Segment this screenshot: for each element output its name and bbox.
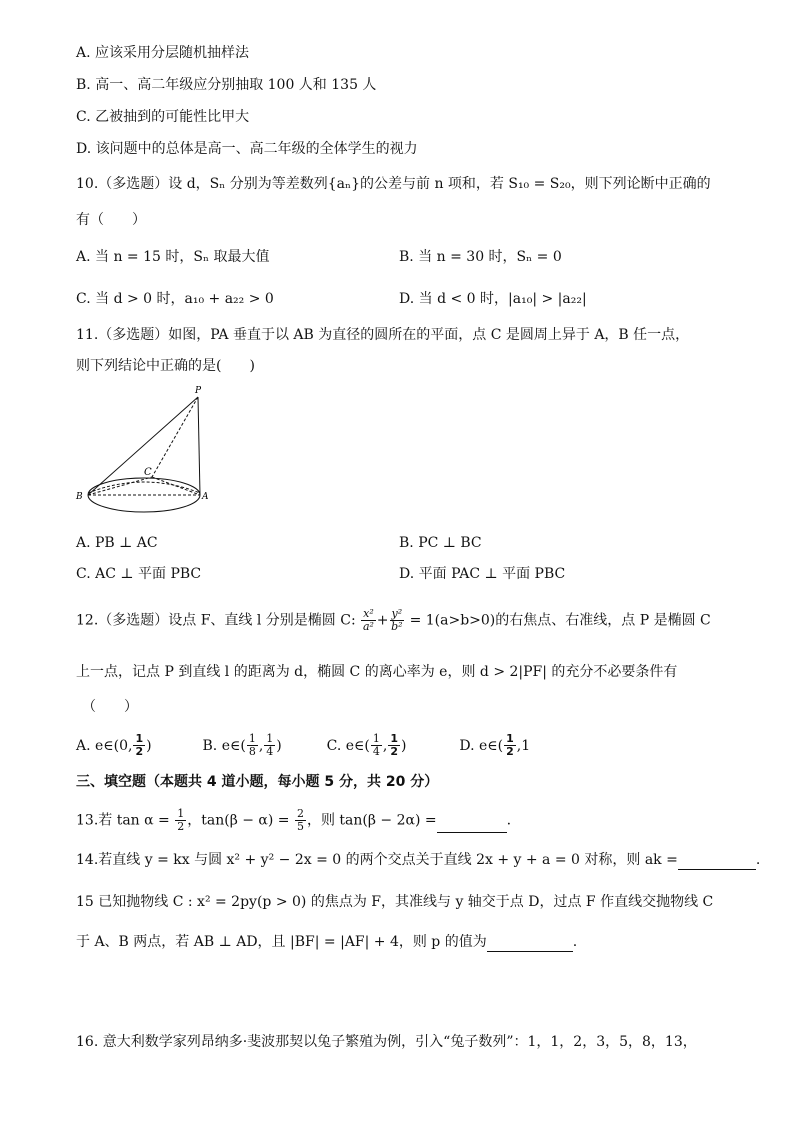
segment-PC	[152, 397, 198, 477]
q12-line2: 上一点，记点 P 到直线 l 的距离为 d，椭圆 C 的离心率为 e，则 d > 2|PF| 的充分不必要条件有	[76, 664, 678, 680]
q12-option-b: B. e∈( $\frac{1}{8}$ , $\frac{1}{4}$ )	[202, 732, 282, 758]
label-P: P	[195, 386, 202, 396]
q11-figure	[74, 383, 214, 523]
q9-option-c: C. 乙被抽到的可能性比甲大	[76, 109, 250, 125]
segment-PB	[88, 397, 198, 495]
q12-stem-pre: 12.（多选题）设点 F、直线 l 分别是椭圆 C:	[76, 612, 361, 629]
circle-top-dashed	[88, 482, 200, 493]
q12-stem-post: = 1(a>b>0)的右焦点、右准线，点 P 是椭圆 C	[405, 612, 711, 629]
q15-line2: 于 A、B 两点，若 AB ⊥ AD，且 |BF| = |AF| + 4，则 p 的值为 .	[76, 934, 578, 950]
section-fill-in-heading: 三、填空题（本题共 4 道小题，每小题 5 分，共 20 分）	[76, 774, 439, 790]
q13: 13.若 tan α = $\frac{1}{2}$ ，tan(β − α) = $\frac{2}{5}$ ，则 tan(β − 2α) = .	[76, 807, 512, 833]
q9-option-d: D. 该问题中的总体是高一、高二年级的全体学生的视力	[76, 141, 418, 157]
label-C: C	[144, 467, 152, 478]
q10-stem-line2: 有（ ）	[76, 212, 146, 228]
q9-option-a: A. 应该采用分层随机抽样法	[76, 45, 250, 61]
q12-option-c: C. e∈( $\frac{1}{4}$ , $\frac{1}{2}$ )	[326, 732, 407, 758]
q11-option-d: D. 平面 PAC ⊥ 平面 PBC	[399, 566, 566, 582]
q12-option-a: A. e∈(0, $\frac{1}{2}$ )	[76, 732, 152, 758]
q15-line1: 15 已知抛物线 C : x² = 2py(p > 0) 的焦点为 F，其准线与 y 轴交于点 D，过点 F 作直线交抛物线 C	[76, 894, 714, 910]
q10-option-d: D. 当 d < 0 时，|a₁₀| > |a₂₂|	[399, 291, 587, 307]
q12-option-d: D. e∈( $\frac{1}{2}$ ,1	[459, 732, 531, 758]
q11-option-b: B. PC ⊥ BC	[399, 535, 482, 551]
q15-answer-blank[interactable]	[487, 937, 573, 952]
q11-stem: 11.（多选题）如图，PA 垂直于以 AB 为直径的圆所在的平面，点 C 是圆周上异于 A，B 任一点，	[76, 327, 690, 343]
q12-frac-y2b2: $\frac{\text{y²}}{\text{b²}}$	[391, 607, 403, 633]
q14: 14.若直线 y = kx 与圆 x² + y² − 2x = 0 的两个交点关于直线 2x + y + a = 0 对称，则 ak = .	[76, 852, 761, 868]
segment-PA	[198, 397, 200, 495]
q11-stem-line2: 则下列结论中正确的是( )	[76, 358, 255, 374]
q9-option-b: B. 高一、高二年级应分别抽取 100 人和 135 人	[76, 77, 377, 93]
q12-stem: 12.（多选题）设点 F、直线 l 分别是椭圆 C: $\frac{\text{x²}}{\text{a²}}$ + $\frac{\text{y²}}{\text{b²}}$ = 1(a>b>0)的右焦点、右准线，点 P 是椭圆 C	[76, 607, 711, 633]
q16-stem: 16. 意大利数学家列昂纳多·斐波那契以兔子繁殖为例，引入“兔子数列”：1，1，2，3，5，8，13，	[76, 1034, 697, 1050]
q10-option-a: A. 当 n = 15 时，Sₙ 取最大值	[76, 249, 270, 265]
q10-stem: 10.（多选题）设 d，Sₙ 分别为等差数列{aₙ}的公差与前 n 项和，若 S₁₀ = S₂₀，则下列论断中正确的	[76, 176, 711, 192]
q11-option-c: C. AC ⊥ 平面 PBC	[76, 566, 202, 582]
segment-CA	[152, 477, 200, 495]
q10-option-c: C. 当 d > 0 时，a₁₀ + a₂₂ > 0	[76, 291, 274, 307]
q10-option-b: B. 当 n = 30 时，Sₙ = 0	[399, 249, 562, 265]
label-A: A	[202, 492, 209, 502]
q12-paren: （ ）	[82, 699, 138, 715]
q11-option-a: A. PB ⊥ AC	[76, 535, 158, 551]
q12-options	[76, 733, 530, 758]
q13-answer-blank[interactable]	[437, 818, 507, 833]
q14-answer-blank[interactable]	[678, 855, 756, 870]
q12-frac-x2a2: $\frac{\text{x²}}{\text{a²}}$	[362, 607, 374, 633]
label-B: B	[76, 492, 83, 502]
